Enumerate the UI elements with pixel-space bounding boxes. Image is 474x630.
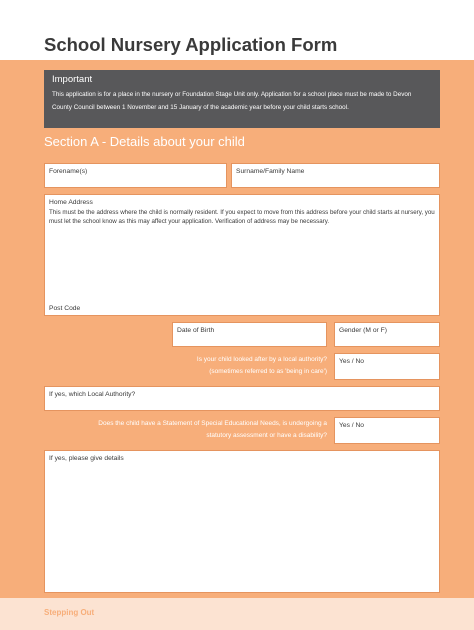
looked-after-question-line2: (sometimes referred to as 'being in care') bbox=[209, 368, 327, 375]
home-address-field[interactable] bbox=[44, 194, 440, 316]
sen-answer-field[interactable] bbox=[334, 417, 440, 444]
sen-question-line1: Does the child have a Statement of Special Educational Needs, is undergoing a bbox=[98, 420, 327, 427]
yes-no-label: Yes / No bbox=[339, 422, 365, 429]
local-authority-label: If yes, which Local Authority? bbox=[49, 391, 136, 398]
date-of-birth-label: Date of Birth bbox=[177, 327, 215, 334]
important-text: This application is for a place in the nursery or Foundation Stage Unit only. Application for a school place must be made to Devon County Council between 1 November and 15 January of the academic year before your child starts school. bbox=[52, 91, 412, 111]
details-label: If yes, please give details bbox=[49, 455, 124, 462]
date-of-birth-field[interactable] bbox=[172, 322, 327, 347]
details-field[interactable] bbox=[44, 450, 440, 593]
looked-after-question-line1: Is your child looked after by a local authority? bbox=[196, 356, 327, 363]
forename-label: Forename(s) bbox=[49, 168, 88, 175]
surname-label: Surname/Family Name bbox=[236, 168, 305, 175]
gender-label: Gender (M or F) bbox=[339, 327, 387, 334]
gender-field[interactable] bbox=[334, 322, 440, 347]
page-title: School Nursery Application Form bbox=[44, 34, 338, 55]
looked-after-question bbox=[130, 354, 327, 378]
post-code-label: Post Code bbox=[49, 305, 81, 312]
home-address-label: Home Address bbox=[49, 199, 93, 206]
important-notice bbox=[44, 70, 440, 128]
section-a-title: Section A - Details about your child bbox=[44, 134, 245, 149]
looked-after-answer-field[interactable] bbox=[334, 353, 440, 380]
forename-field[interactable] bbox=[44, 163, 227, 188]
footer-band bbox=[0, 598, 474, 630]
footer-text: Stepping Out bbox=[44, 608, 95, 617]
home-address-note: This must be the address where the child is normally resident. If you expect to move from this address before your child starts at nursery, you must let the school know as this may affect your application. Verification of address may be necessary. bbox=[49, 209, 435, 225]
surname-field[interactable] bbox=[231, 163, 440, 188]
local-authority-field[interactable] bbox=[44, 386, 440, 411]
sen-question-line2: statutory assessment or have a disability? bbox=[206, 432, 327, 439]
important-heading: Important bbox=[52, 74, 93, 85]
sen-question bbox=[44, 418, 327, 442]
yes-no-label: Yes / No bbox=[339, 358, 365, 365]
